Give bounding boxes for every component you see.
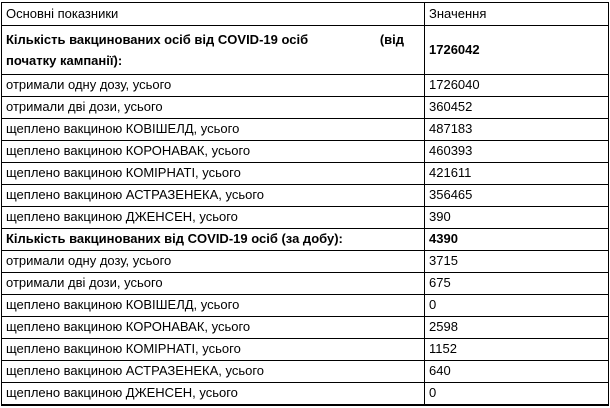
table-row [2, 272, 609, 294]
table-row [2, 162, 609, 184]
vaccination-indicators-table [1, 2, 609, 406]
indicator-label-cell: Кількість вакцинованих від COVID-19 осіб (за добу): [2, 228, 425, 250]
section-header-row [2, 26, 609, 75]
table-row [2, 75, 609, 97]
value-cell: 1726042 [425, 26, 609, 75]
indicator-label-cell: щеплено вакциною КОМІРНАТІ, усього [2, 338, 425, 360]
table-row [2, 338, 609, 360]
indicator-label-cell: отримали дві дози, усього [2, 272, 425, 294]
indicator-label-text: (від [379, 32, 404, 47]
value-cell: 460393 [425, 140, 609, 162]
indicator-label-text: Кількість вакцинованих осіб від COVID-19 осіб [6, 32, 309, 47]
indicator-label-cell [2, 26, 425, 75]
table-row [2, 206, 609, 228]
value-cell: 1726040 [425, 75, 609, 97]
value-cell: 390 [425, 206, 609, 228]
indicator-label-cell: отримали одну дозу, усього [2, 75, 425, 97]
table-body [2, 26, 609, 406]
value-cell: 4390 [425, 228, 609, 250]
table-row [2, 250, 609, 272]
value-cell: 2598 [425, 316, 609, 338]
indicator-label-line2: початку кампанії): [6, 53, 123, 68]
table-row [2, 184, 609, 206]
indicator-label-cell: щеплено вакциною АСТРАЗЕНЕКА, усього [2, 360, 425, 382]
table-row [2, 360, 609, 382]
value-cell: 356465 [425, 184, 609, 206]
value-cell: 640 [425, 360, 609, 382]
table-row [2, 96, 609, 118]
table-row [2, 140, 609, 162]
indicator-label-cell: щеплено вакциною КОМІРНАТІ, усього [2, 162, 425, 184]
table-row [2, 316, 609, 338]
indicator-label-cell: щеплено вакциною КОВІШЕЛД, усього [2, 294, 425, 316]
indicator-label-cell: щеплено вакциною ДЖЕНСЕН, усього [2, 206, 425, 228]
indicator-label-cell: отримали дві дози, усього [2, 96, 425, 118]
indicator-label-cell: щеплено вакциною КОВІШЕЛД, усього [2, 118, 425, 140]
table-row [2, 118, 609, 140]
indicator-label-cell: щеплено вакциною ДЖЕНСЕН, усього [2, 382, 425, 405]
value-cell: 675 [425, 272, 609, 294]
value-cell: 0 [425, 382, 609, 405]
value-cell: 1152 [425, 338, 609, 360]
value-column-header: Значення [425, 3, 609, 26]
indicator-label-cell: щеплено вакциною КОРОНАВАК, усього [2, 140, 425, 162]
indicator-label-cell: щеплено вакциною АСТРАЗЕНЕКА, усього [2, 184, 425, 206]
value-cell: 421611 [425, 162, 609, 184]
value-cell: 360452 [425, 96, 609, 118]
table-header-row [2, 3, 609, 26]
indicator-label-line1 [6, 29, 421, 50]
indicator-label-cell: отримали одну дозу, усього [2, 250, 425, 272]
value-cell: 487183 [425, 118, 609, 140]
table-row [2, 294, 609, 316]
value-cell: 0 [425, 294, 609, 316]
section-header-row [2, 228, 609, 250]
indicator-label-cell: щеплено вакциною КОРОНАВАК, усього [2, 316, 425, 338]
table-row [2, 382, 609, 405]
indicators-column-header: Основні показники [2, 3, 425, 26]
value-cell: 3715 [425, 250, 609, 272]
